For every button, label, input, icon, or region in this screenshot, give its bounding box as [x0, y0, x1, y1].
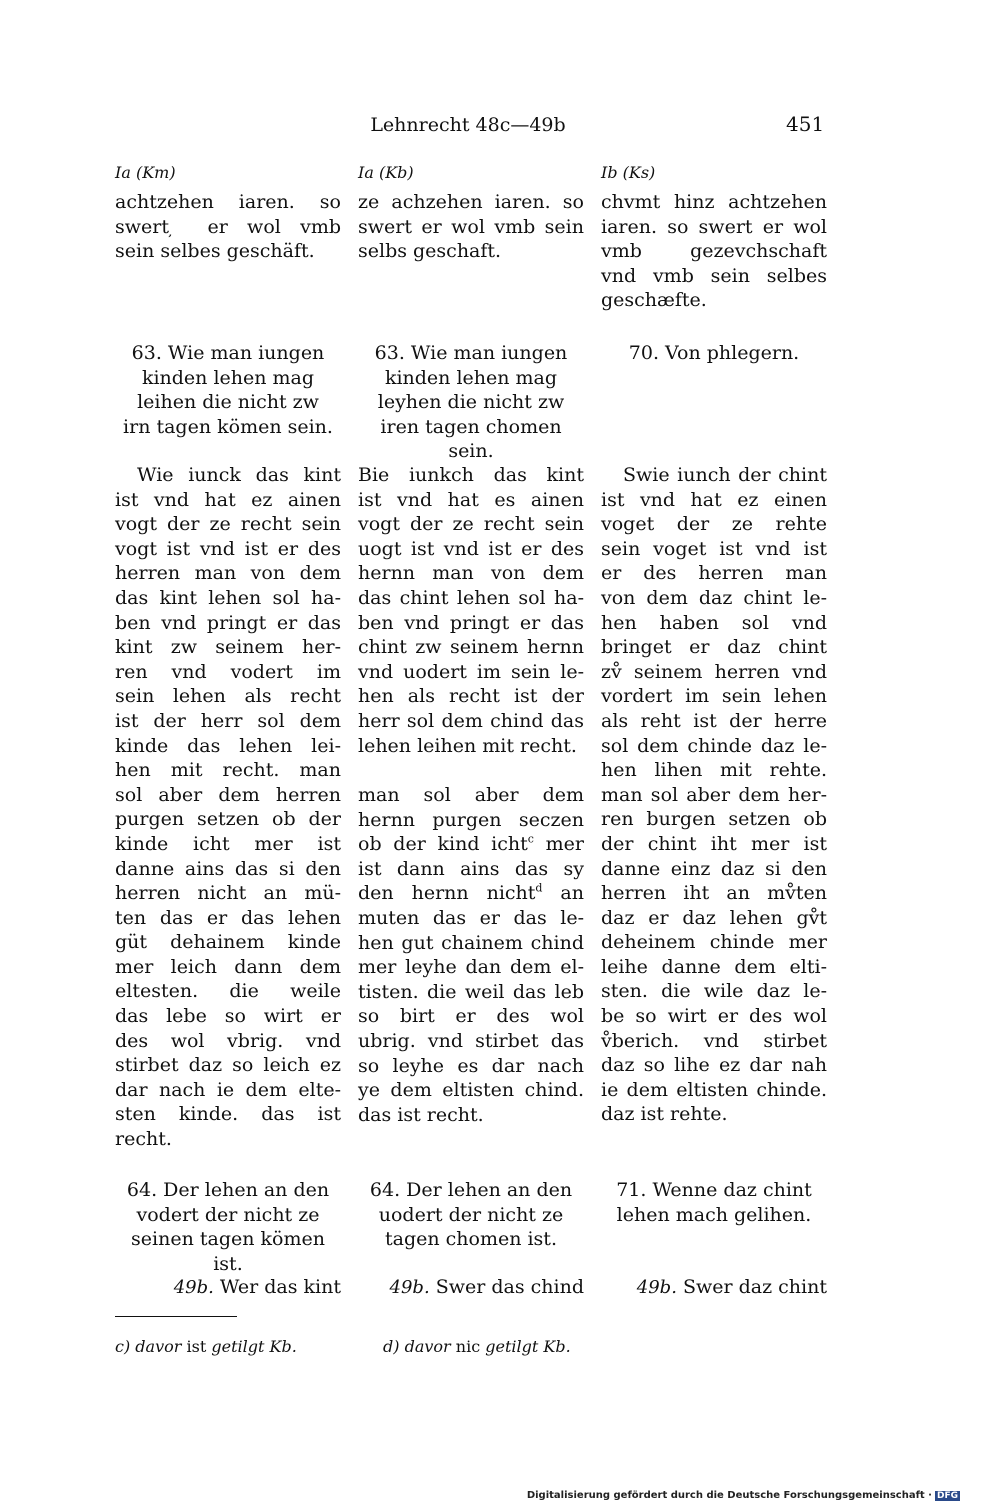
text-line: man sol aber dem: [358, 784, 584, 806]
text-line: Bie iunkch das kint: [358, 464, 584, 486]
text-line: danne einz daz si den: [601, 857, 827, 880]
text-line: den hernn nicht$^d$ an: [358, 882, 584, 905]
text-line: des wol vbrig. vnd: [115, 1029, 341, 1052]
text-line: ben vnd pringt er das: [115, 611, 341, 634]
text-line: Swie iunch der chint: [623, 464, 827, 486]
text-line: uogt ist vnd ist er des: [358, 537, 584, 560]
text-line: deheinem chinde mer: [601, 931, 827, 954]
column-1-heading-63: [115, 341, 341, 439]
text-line: ist vnd hat ez einen: [601, 488, 827, 511]
column-2-heading-64: [358, 1178, 584, 1252]
column-2-heading-63: [358, 341, 584, 464]
text-line: bringet er daz chint: [601, 636, 827, 659]
text-line: daz so lihe ez dar nah: [601, 1054, 827, 1077]
text-line: sol aber dem herren: [115, 783, 341, 806]
text-line: herren iht an mv̊ten: [601, 882, 827, 905]
heading-line: kinden lehen mag: [141, 366, 315, 389]
text-line: herren man von dem: [115, 562, 341, 585]
text-line: das ist recht.: [358, 1103, 484, 1126]
text-line: ie dem eltisten chinde.: [601, 1078, 827, 1101]
text-line: ren burgen setzen ob: [601, 808, 827, 831]
text-line: daz er daz lehen gv̊t: [601, 906, 827, 929]
heading-line: sein.: [448, 440, 494, 463]
text-line: vmb gezevchschaft: [601, 240, 827, 263]
text-line: ist der herr sol dem: [115, 709, 341, 732]
text-line: tisten. die weil das leb: [358, 980, 584, 1003]
column-2-continuation: 49b. Swer das chind: [389, 1276, 584, 1298]
footnote-marker-d[interactable]: d: [535, 882, 543, 896]
text-line: geschæfte.: [601, 289, 707, 312]
page-number: 451: [786, 112, 825, 136]
text-line: kinde icht mer ist: [115, 832, 341, 855]
text-line: herr sol dem chind das: [358, 709, 584, 732]
text-line: selbs geschaft.: [358, 240, 502, 263]
text-line: swert er wol vmb sein: [358, 215, 584, 238]
text-line: vogt der ze recht sein: [358, 513, 584, 536]
text-line: sein selbes geschäft.: [115, 240, 315, 263]
text-line: muten das er das le-: [358, 906, 584, 929]
column-3-heading-70: 70. Von phlegern.: [628, 342, 800, 364]
text-line: voget der ze rehte: [601, 513, 827, 536]
text-line: vordert im sein lehen: [601, 685, 827, 708]
footnote-rule: [115, 1316, 237, 1317]
text-line: man sol aber dem her-: [601, 783, 827, 806]
heading-line: seinen tagen kömen: [131, 1228, 325, 1251]
heading-line: irn tagen kömen sein.: [123, 415, 333, 438]
text-line: hernn man von dem: [358, 562, 584, 585]
column-2-body-b: [358, 783, 584, 1127]
digitization-credit: Digitalisierung gefördert durch die Deutsche Forschungsgemeinschaft · DFG: [526, 1490, 958, 1501]
text-line: ubrig. vnd stirbet das: [358, 1029, 584, 1052]
footnote-marker-c[interactable]: c: [527, 832, 534, 846]
dfg-logo: DFG: [936, 1491, 958, 1501]
text-line: hen als recht ist der: [358, 685, 584, 708]
heading-line: leyhen die nicht zw: [377, 391, 565, 414]
heading-line: leihen die nicht zw: [137, 391, 319, 414]
text-line: chvmt hinz achtzehen: [601, 191, 827, 213]
text-line: hen lihen mit rehte.: [601, 759, 827, 782]
text-line: zv̊ seinem herren vnd: [601, 660, 827, 683]
text-line: das chint lehen sol ha-: [358, 586, 584, 609]
column-2-body-a: [358, 463, 584, 758]
text-line: als reht ist der herre: [601, 709, 827, 732]
text-line: eltesten. die weile: [115, 980, 341, 1003]
text-line: mer leyhe dan dem el-: [358, 956, 584, 979]
text-line: das kint lehen sol ha-: [115, 586, 341, 609]
text-line: güt dehainem kinde: [115, 931, 341, 954]
text-line: ten das er das lehen: [115, 906, 341, 929]
text-line: der chint iht mer ist: [601, 832, 827, 855]
text-line: ob der kind icht$^c$ mer: [358, 832, 584, 856]
text-line: so birt er des wol: [358, 1005, 584, 1028]
text-line: hen gut chainem chind: [358, 931, 584, 954]
column-1-siglum: Ia (Km): [115, 163, 176, 182]
text-line: stirbet daz so leich ez: [115, 1054, 341, 1077]
text-line: be so wirt er des wol: [601, 1005, 827, 1028]
text-line: lehen leihen mit recht.: [358, 734, 577, 757]
column-3-heading-71: [601, 1178, 827, 1227]
column-1-heading-64: [115, 1178, 341, 1276]
column-3-intro: [601, 190, 827, 313]
text-line: hen mit recht. man: [115, 759, 341, 782]
text-line: vnd vmb sein selbes: [601, 264, 827, 287]
text-line: das lebe so wirt er: [115, 1005, 341, 1028]
text-line: ye dem eltisten chind.: [358, 1079, 584, 1102]
text-line: ren vnd vodert im: [115, 660, 341, 683]
heading-line: 64. Der lehen an den: [369, 1179, 573, 1201]
text-line: herren nicht an mü-: [115, 882, 341, 905]
text-line: ist vnd hat es ainen: [358, 488, 584, 511]
text-line: ist dann ains das sy: [358, 857, 584, 880]
text-line: er des herren man: [601, 562, 827, 585]
text-line: sten. die wile daz le-: [601, 980, 827, 1003]
text-line: hen haben sol vnd: [601, 611, 827, 634]
text-line: swert ̦ er wol vmb: [115, 215, 341, 238]
text-line: daz ist rehte.: [601, 1103, 728, 1126]
heading-line: vodert der nicht ze: [136, 1203, 320, 1226]
text-line: achtzehen iaren. so: [115, 191, 341, 213]
text-line: recht.: [115, 1128, 172, 1151]
text-line: sten kinde. das ist: [115, 1103, 341, 1126]
heading-line: 71. Wenne daz chint: [616, 1179, 812, 1201]
text-line: kint zw seinem her-: [115, 636, 341, 659]
text-line: danne ains das si den: [115, 857, 341, 880]
text-line: sein voget ist vnd ist: [601, 537, 827, 560]
text-line: vogt der ze recht sein: [115, 513, 341, 536]
column-1-intro: [115, 190, 341, 264]
heading-line: 64. Der lehen an den: [126, 1179, 330, 1201]
text-line: purgen setzen ob der: [115, 808, 341, 831]
text-line: ist vnd hat ez ainen: [115, 488, 341, 511]
heading-line: uodert der nicht ze: [378, 1203, 564, 1226]
column-1-continuation: 49b. Wer das kint: [173, 1276, 341, 1298]
text-line: sol dem chinde daz le-: [601, 734, 827, 757]
heading-line: 63. Wie man iungen: [374, 342, 568, 364]
heading-line: ist.: [213, 1252, 243, 1275]
text-line: leihe danne dem elti-: [601, 955, 827, 978]
text-line: sein lehen als recht: [115, 685, 341, 708]
text-line: chint zw seinem hernn: [358, 636, 584, 659]
column-2-intro: [358, 190, 584, 264]
text-line: ben vnd pringt er das: [358, 611, 584, 634]
text-line: hernn purgen seczen: [358, 808, 584, 831]
footnote-c: c) davor ist getilgt Kb.: [115, 1337, 297, 1356]
heading-line: lehen mach gelihen.: [616, 1203, 812, 1226]
column-3-continuation: 49b. Swer daz chint: [636, 1276, 827, 1298]
text-line: ze achzehen iaren. so: [358, 191, 584, 213]
heading-line: iren tagen chomen: [380, 415, 562, 438]
text-line: v̊berich. vnd stirbet: [601, 1029, 827, 1052]
footnote-d: d) davor nic getilgt Kb.: [383, 1337, 571, 1356]
column-3-siglum: Ib (Ks): [601, 163, 656, 182]
column-2-siglum: Ia (Kb): [358, 163, 414, 182]
heading-line: tagen chomen ist.: [384, 1228, 557, 1251]
text-line: kinde das lehen lei-: [115, 734, 341, 757]
text-line: vogt ist vnd ist er des: [115, 537, 341, 560]
text-line: von dem daz chint le-: [601, 586, 827, 609]
heading-line: 63. Wie man iungen: [131, 342, 325, 364]
text-line: dar nach ie dem elte-: [115, 1078, 341, 1101]
running-title: Lehnrecht 48c—49b: [370, 114, 566, 136]
heading-line: kinden lehen mag: [384, 366, 558, 389]
text-line: mer leich dann dem: [115, 955, 341, 978]
column-3-body: [601, 463, 827, 1127]
column-1-body: [115, 463, 341, 1152]
text-line: so leyhe es dar nach: [358, 1054, 584, 1077]
text-line: Wie iunck das kint: [137, 464, 341, 486]
text-line: vnd uodert im sein le-: [358, 660, 584, 683]
text-line: iaren. so swert er wol: [601, 215, 827, 238]
